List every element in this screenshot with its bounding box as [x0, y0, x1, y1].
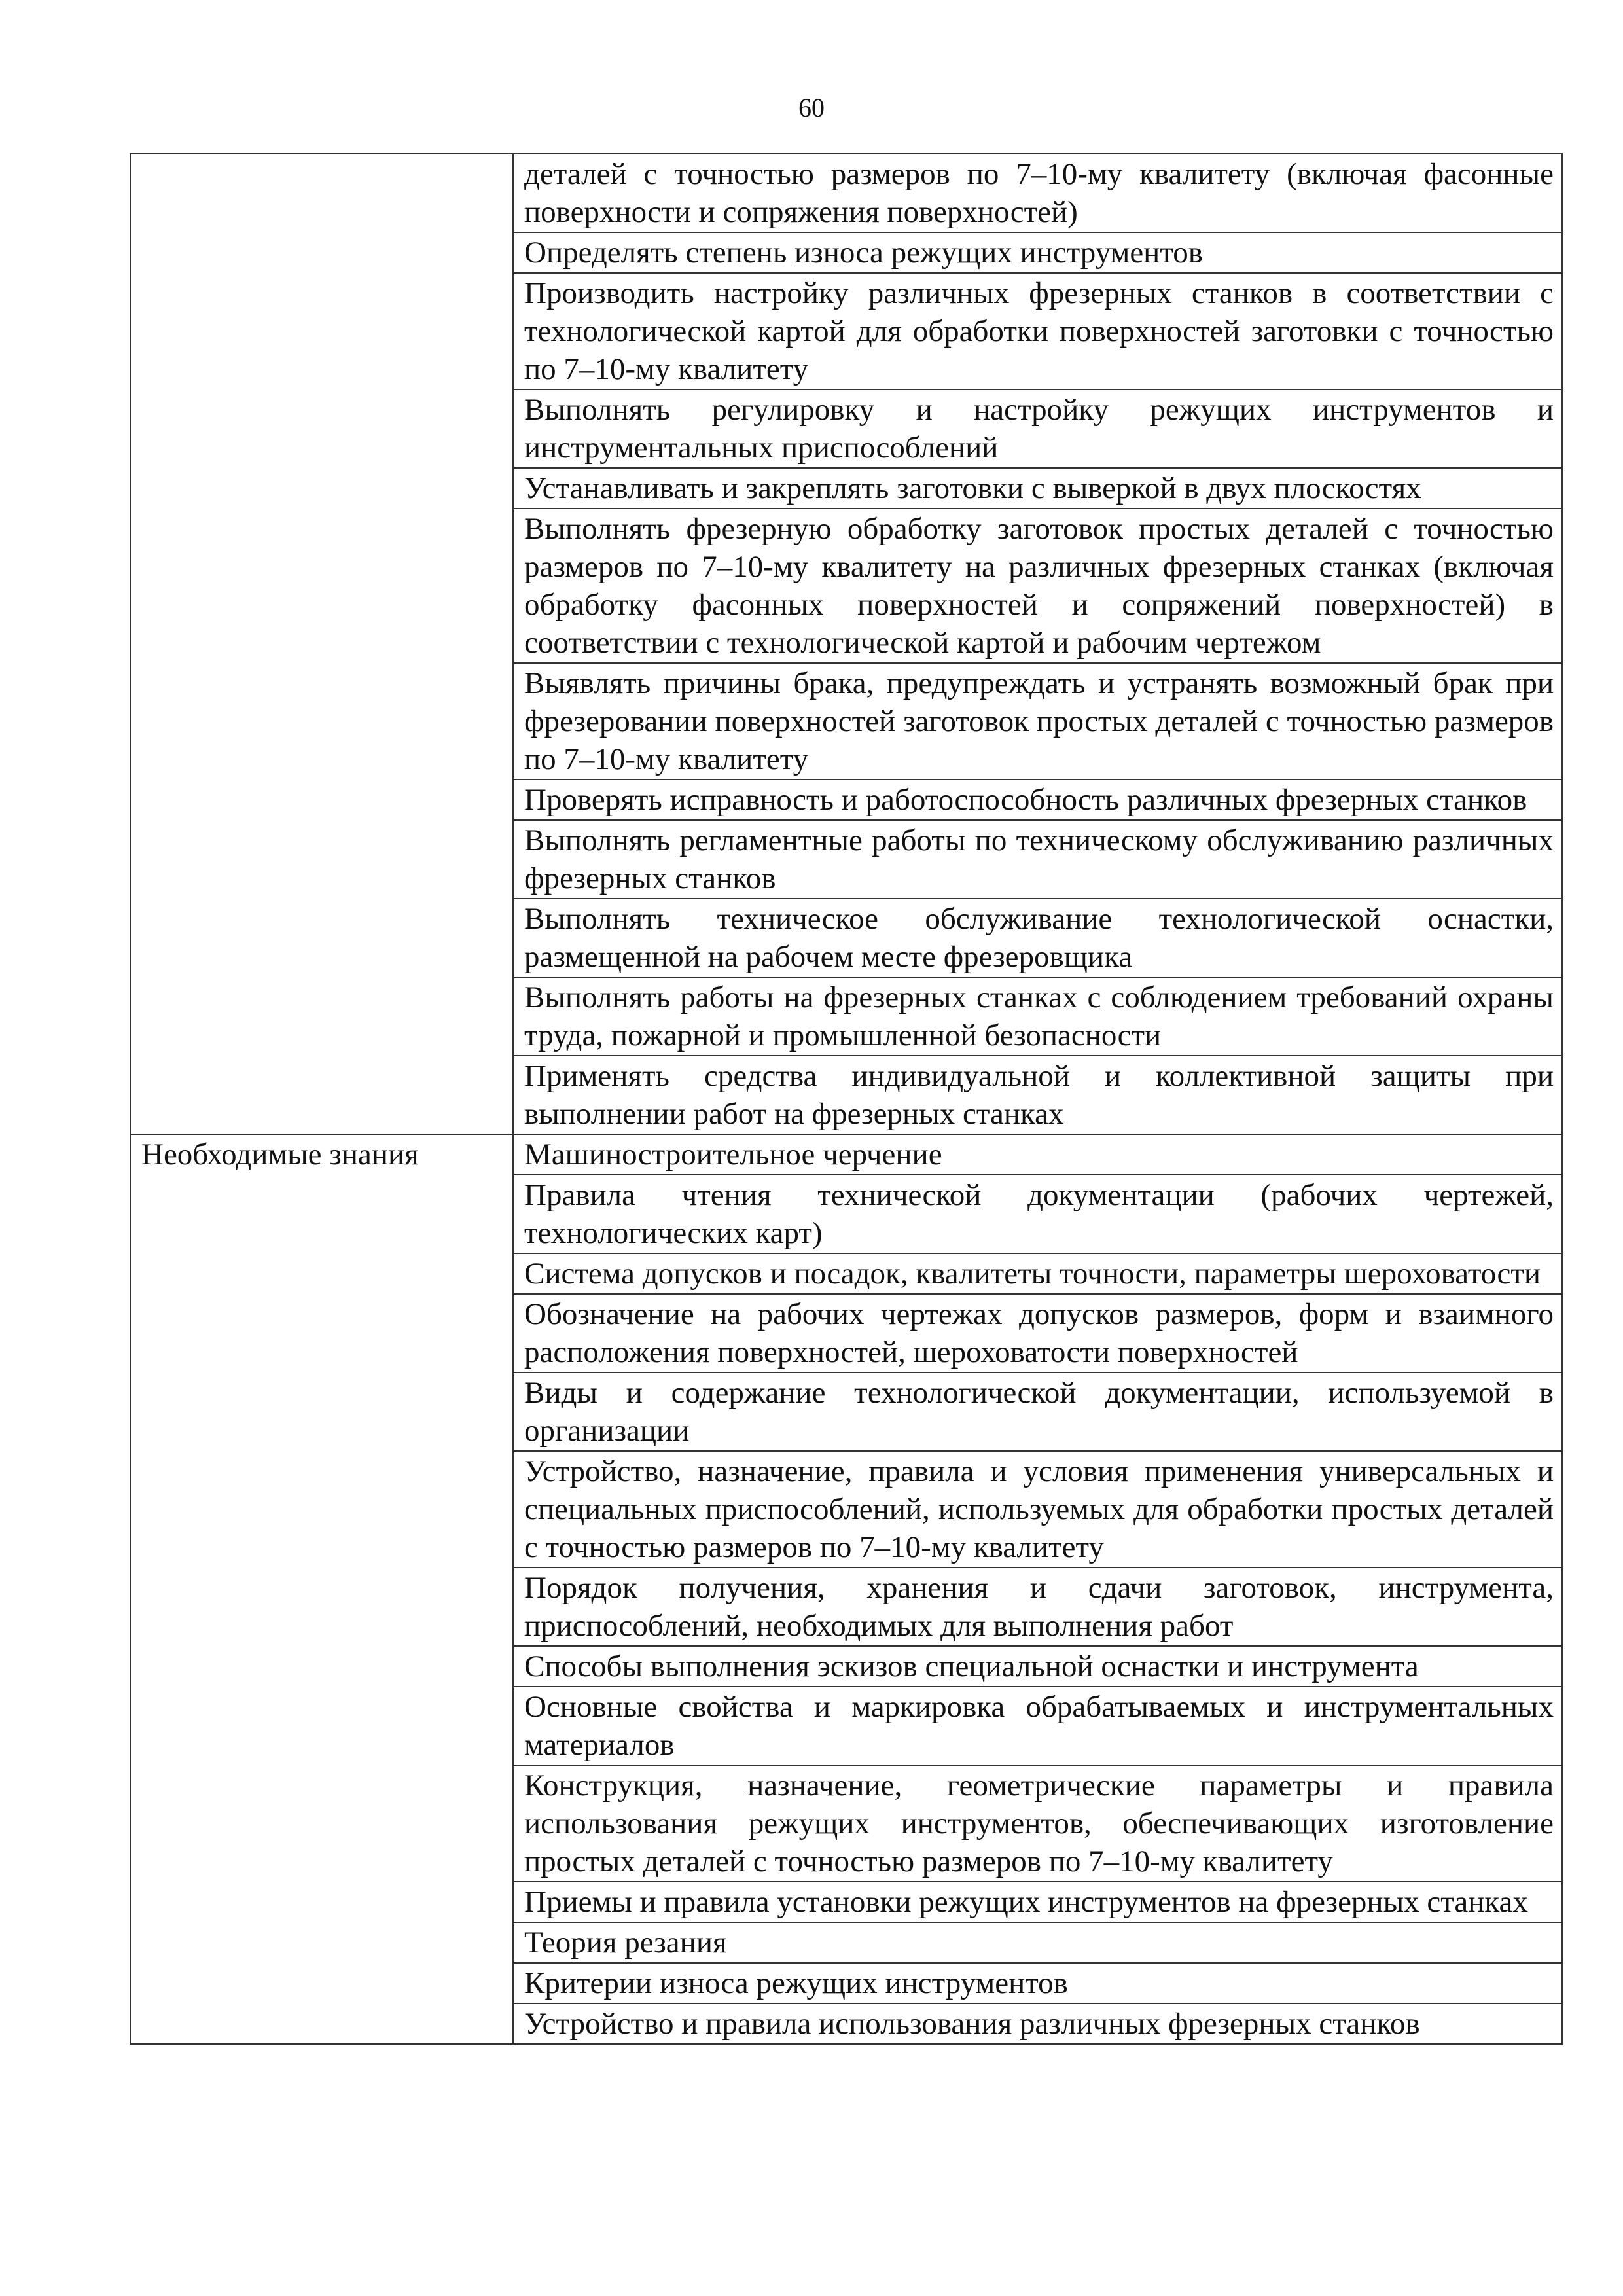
knowledge-item: Основные свойства и маркировка обрабатываемых и инструментальных материалов	[513, 1687, 1562, 1765]
table-row	[130, 1134, 1562, 1175]
skill-item: Выявлять причины брака, предупреждать и устранять возможный брак при фрезеровании поверхностей заготовок простых деталей с точностью размеров по 7–10-му квалитету	[513, 663, 1562, 780]
skill-item: Применять средства индивидуальной и коллективной защиты при выполнении работ на фрезерных станках	[513, 1056, 1562, 1134]
knowledge-item: Порядок получения, хранения и сдачи заготовок, инструмента, приспособлений, необходимых для выполнения работ	[513, 1568, 1562, 1646]
table-row	[130, 154, 1562, 232]
skill-item: деталей с точностью размеров по 7–10-му квалитету (включая фасонные поверхности и сопряжения поверхностей)	[513, 154, 1562, 232]
skill-item: Выполнять работы на фрезерных станках с соблюдением требований охраны труда, пожарной и промышленной безопасности	[513, 977, 1562, 1056]
knowledge-item: Обозначение на рабочих чертежах допусков размеров, форм и взаимного расположения поверхностей, шероховатости поверхностей	[513, 1294, 1562, 1372]
knowledge-item: Система допусков и посадок, квалитеты точности, параметры шероховатости	[513, 1253, 1562, 1294]
skill-item: Устанавливать и закреплять заготовки с выверкой в двух плоскостях	[513, 468, 1562, 509]
competency-table	[130, 153, 1563, 2045]
knowledge-item: Устройство и правила использования различных фрезерных станков	[513, 2003, 1562, 2044]
skill-item: Производить настройку различных фрезерных станков в соответствии с технологической картой для обработки поверхностей заготовки с точностью по 7–10-му квалитету	[513, 273, 1562, 389]
knowledge-item: Машиностроительное черчение	[513, 1134, 1562, 1175]
skill-item: Выполнять регулировку и настройку режущих инструментов и инструментальных приспособлений	[513, 389, 1562, 468]
page-number: 60	[798, 93, 825, 122]
skill-item: Выполнять техническое обслуживание технологической оснастки, размещенной на рабочем месте фрезеровщика	[513, 899, 1562, 977]
skills-label-cell-continued	[130, 154, 513, 1134]
knowledge-item: Конструкция, назначение, геометрические параметры и правила использования режущих инструментов, обеспечивающих изготовление простых деталей с точностью размеров по 7–10-му квалитету	[513, 1765, 1562, 1882]
knowledge-item: Виды и содержание технологической документации, используемой в организации	[513, 1372, 1562, 1451]
knowledge-item: Критерии износа режущих инструментов	[513, 1963, 1562, 2003]
knowledge-item: Способы выполнения эскизов специальной оснастки и инструмента	[513, 1646, 1562, 1687]
knowledge-label: Необходимые знания	[130, 1134, 513, 2044]
skill-item: Выполнять регламентные работы по техническому обслуживанию различных фрезерных станков	[513, 820, 1562, 899]
knowledge-item: Устройство, назначение, правила и условия применения универсальных и специальных приспособлений, используемых для обработки простых деталей с точностью размеров по 7–10-му квалитету	[513, 1451, 1562, 1568]
skill-item: Выполнять фрезерную обработку заготовок простых деталей с точностью размеров по 7–10-му квалитету на различных фрезерных станках (включая обработку фасонных поверхностей и сопряжений поверхностей) в соответствии с технологической картой и рабочим чертежом	[513, 509, 1562, 663]
knowledge-item: Правила чтения технической документации (рабочих чертежей, технологических карт)	[513, 1175, 1562, 1253]
skill-item: Определять степень износа режущих инструментов	[513, 232, 1562, 273]
knowledge-item: Приемы и правила установки режущих инструментов на фрезерных станках	[513, 1882, 1562, 1922]
skill-item: Проверять исправность и работоспособность различных фрезерных станков	[513, 780, 1562, 820]
knowledge-item: Теория резания	[513, 1922, 1562, 1963]
